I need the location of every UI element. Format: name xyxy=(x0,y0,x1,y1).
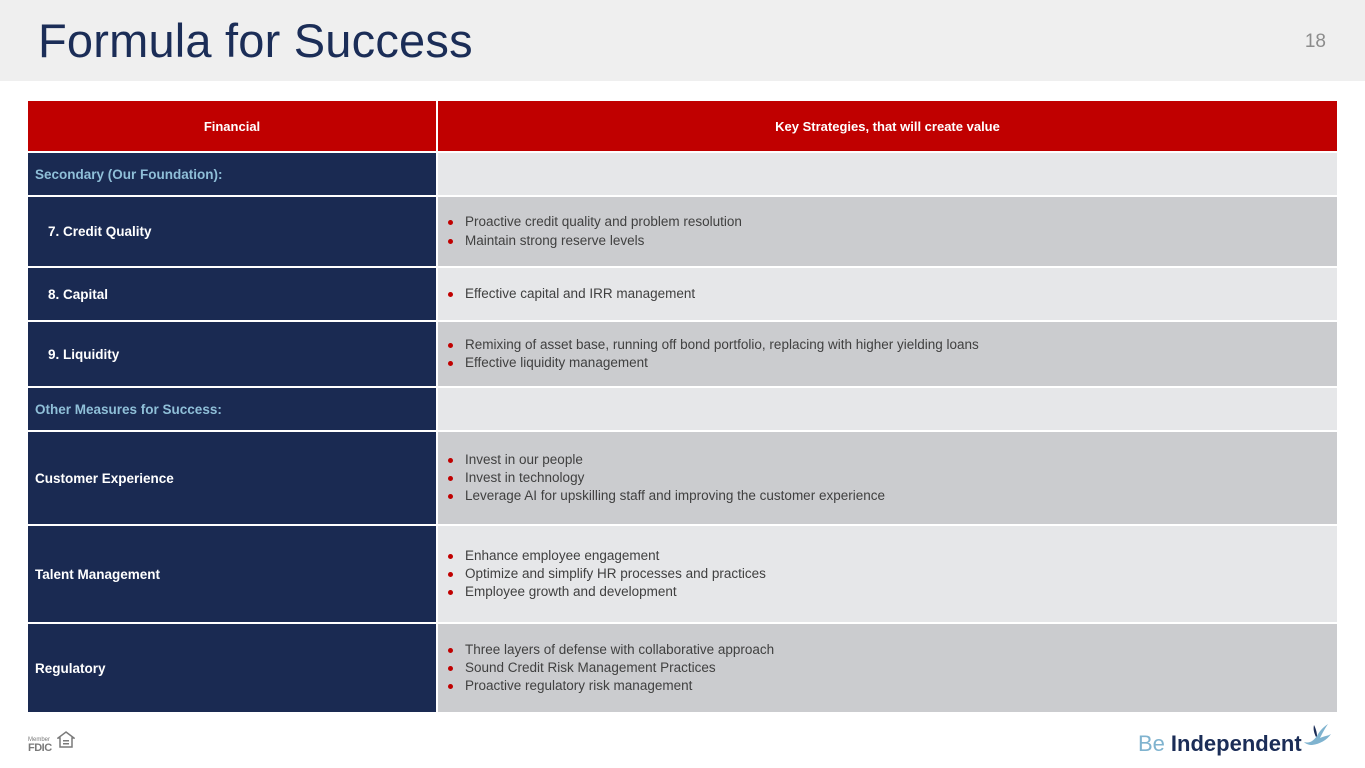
section-label: Other Measures for Success: xyxy=(28,388,438,430)
bullet-list xyxy=(438,641,774,696)
bullet-item: Enhance employee engagement xyxy=(446,547,766,565)
row-label: Regulatory xyxy=(28,624,438,712)
bullet-item: Effective capital and IRR management xyxy=(446,285,695,303)
strategy-cell xyxy=(438,322,1337,386)
strategy-cell xyxy=(438,624,1337,712)
section-label: Secondary (Our Foundation): xyxy=(28,153,438,195)
fdic-badge xyxy=(28,731,75,754)
header-financial: Financial xyxy=(28,101,438,151)
strategy-cell xyxy=(438,432,1337,524)
table-row-capital xyxy=(28,268,1337,322)
header-key-strategies: Key Strategies, that will create value xyxy=(438,101,1337,151)
bullet-item: Sound Credit Risk Management Practices xyxy=(446,659,774,677)
bullet-item: Optimize and simplify HR processes and practices xyxy=(446,565,766,583)
table-row-talent-management xyxy=(28,526,1337,624)
row-label: Customer Experience xyxy=(28,432,438,524)
equal-housing-lender-icon xyxy=(57,731,75,754)
table-row-liquidity xyxy=(28,322,1337,388)
bullet-item: Maintain strong reserve levels xyxy=(446,232,742,250)
bullet-list xyxy=(438,547,766,602)
section-row-other-measures xyxy=(28,388,1337,432)
bullet-list xyxy=(438,285,695,303)
strategy-cell xyxy=(438,526,1337,622)
bullet-list xyxy=(438,336,979,373)
slide-header xyxy=(0,0,1365,81)
section-row-secondary xyxy=(28,153,1337,197)
bird-icon xyxy=(1302,722,1332,757)
bullet-item: Proactive credit quality and problem resolution xyxy=(446,213,742,231)
page-number: 18 xyxy=(1304,31,1326,52)
bullet-item: Invest in technology xyxy=(446,469,885,487)
strategy-cell xyxy=(438,268,1337,320)
bullet-list xyxy=(438,451,885,506)
table-row-credit-quality xyxy=(28,197,1337,268)
page-title: Formula for Success xyxy=(38,14,473,67)
section-empty-cell xyxy=(438,153,1337,195)
table-row-customer-experience xyxy=(28,432,1337,526)
bullet-item: Invest in our people xyxy=(446,451,885,469)
row-label: 9. Liquidity xyxy=(28,322,438,386)
section-empty-cell xyxy=(438,388,1337,430)
bullet-item: Proactive regulatory risk management xyxy=(446,677,774,695)
bullet-item: Effective liquidity management xyxy=(446,354,979,372)
row-label: 7. Credit Quality xyxy=(28,197,438,266)
bullet-item: Three layers of defense with collaborative approach xyxy=(446,641,774,659)
be-independent-logo xyxy=(1138,722,1332,757)
strategy-cell xyxy=(438,197,1337,266)
bullet-item: Leverage AI for upskilling staff and improving the customer experience xyxy=(446,487,885,505)
strategy-table xyxy=(28,101,1337,712)
table-row-regulatory xyxy=(28,624,1337,712)
fdic-label: FDIC xyxy=(28,742,52,754)
row-label: Talent Management xyxy=(28,526,438,622)
row-label: 8. Capital xyxy=(28,268,438,320)
table-header-row xyxy=(28,101,1337,153)
fdic-member-label: Member xyxy=(28,737,51,743)
bullet-list xyxy=(438,213,742,250)
logo-prefix: Be xyxy=(1138,731,1165,756)
logo-main: Independent xyxy=(1170,731,1302,756)
bullet-item: Remixing of asset base, running off bond portfolio, replacing with higher yielding loans xyxy=(446,336,979,354)
bullet-item: Employee growth and development xyxy=(446,583,766,601)
